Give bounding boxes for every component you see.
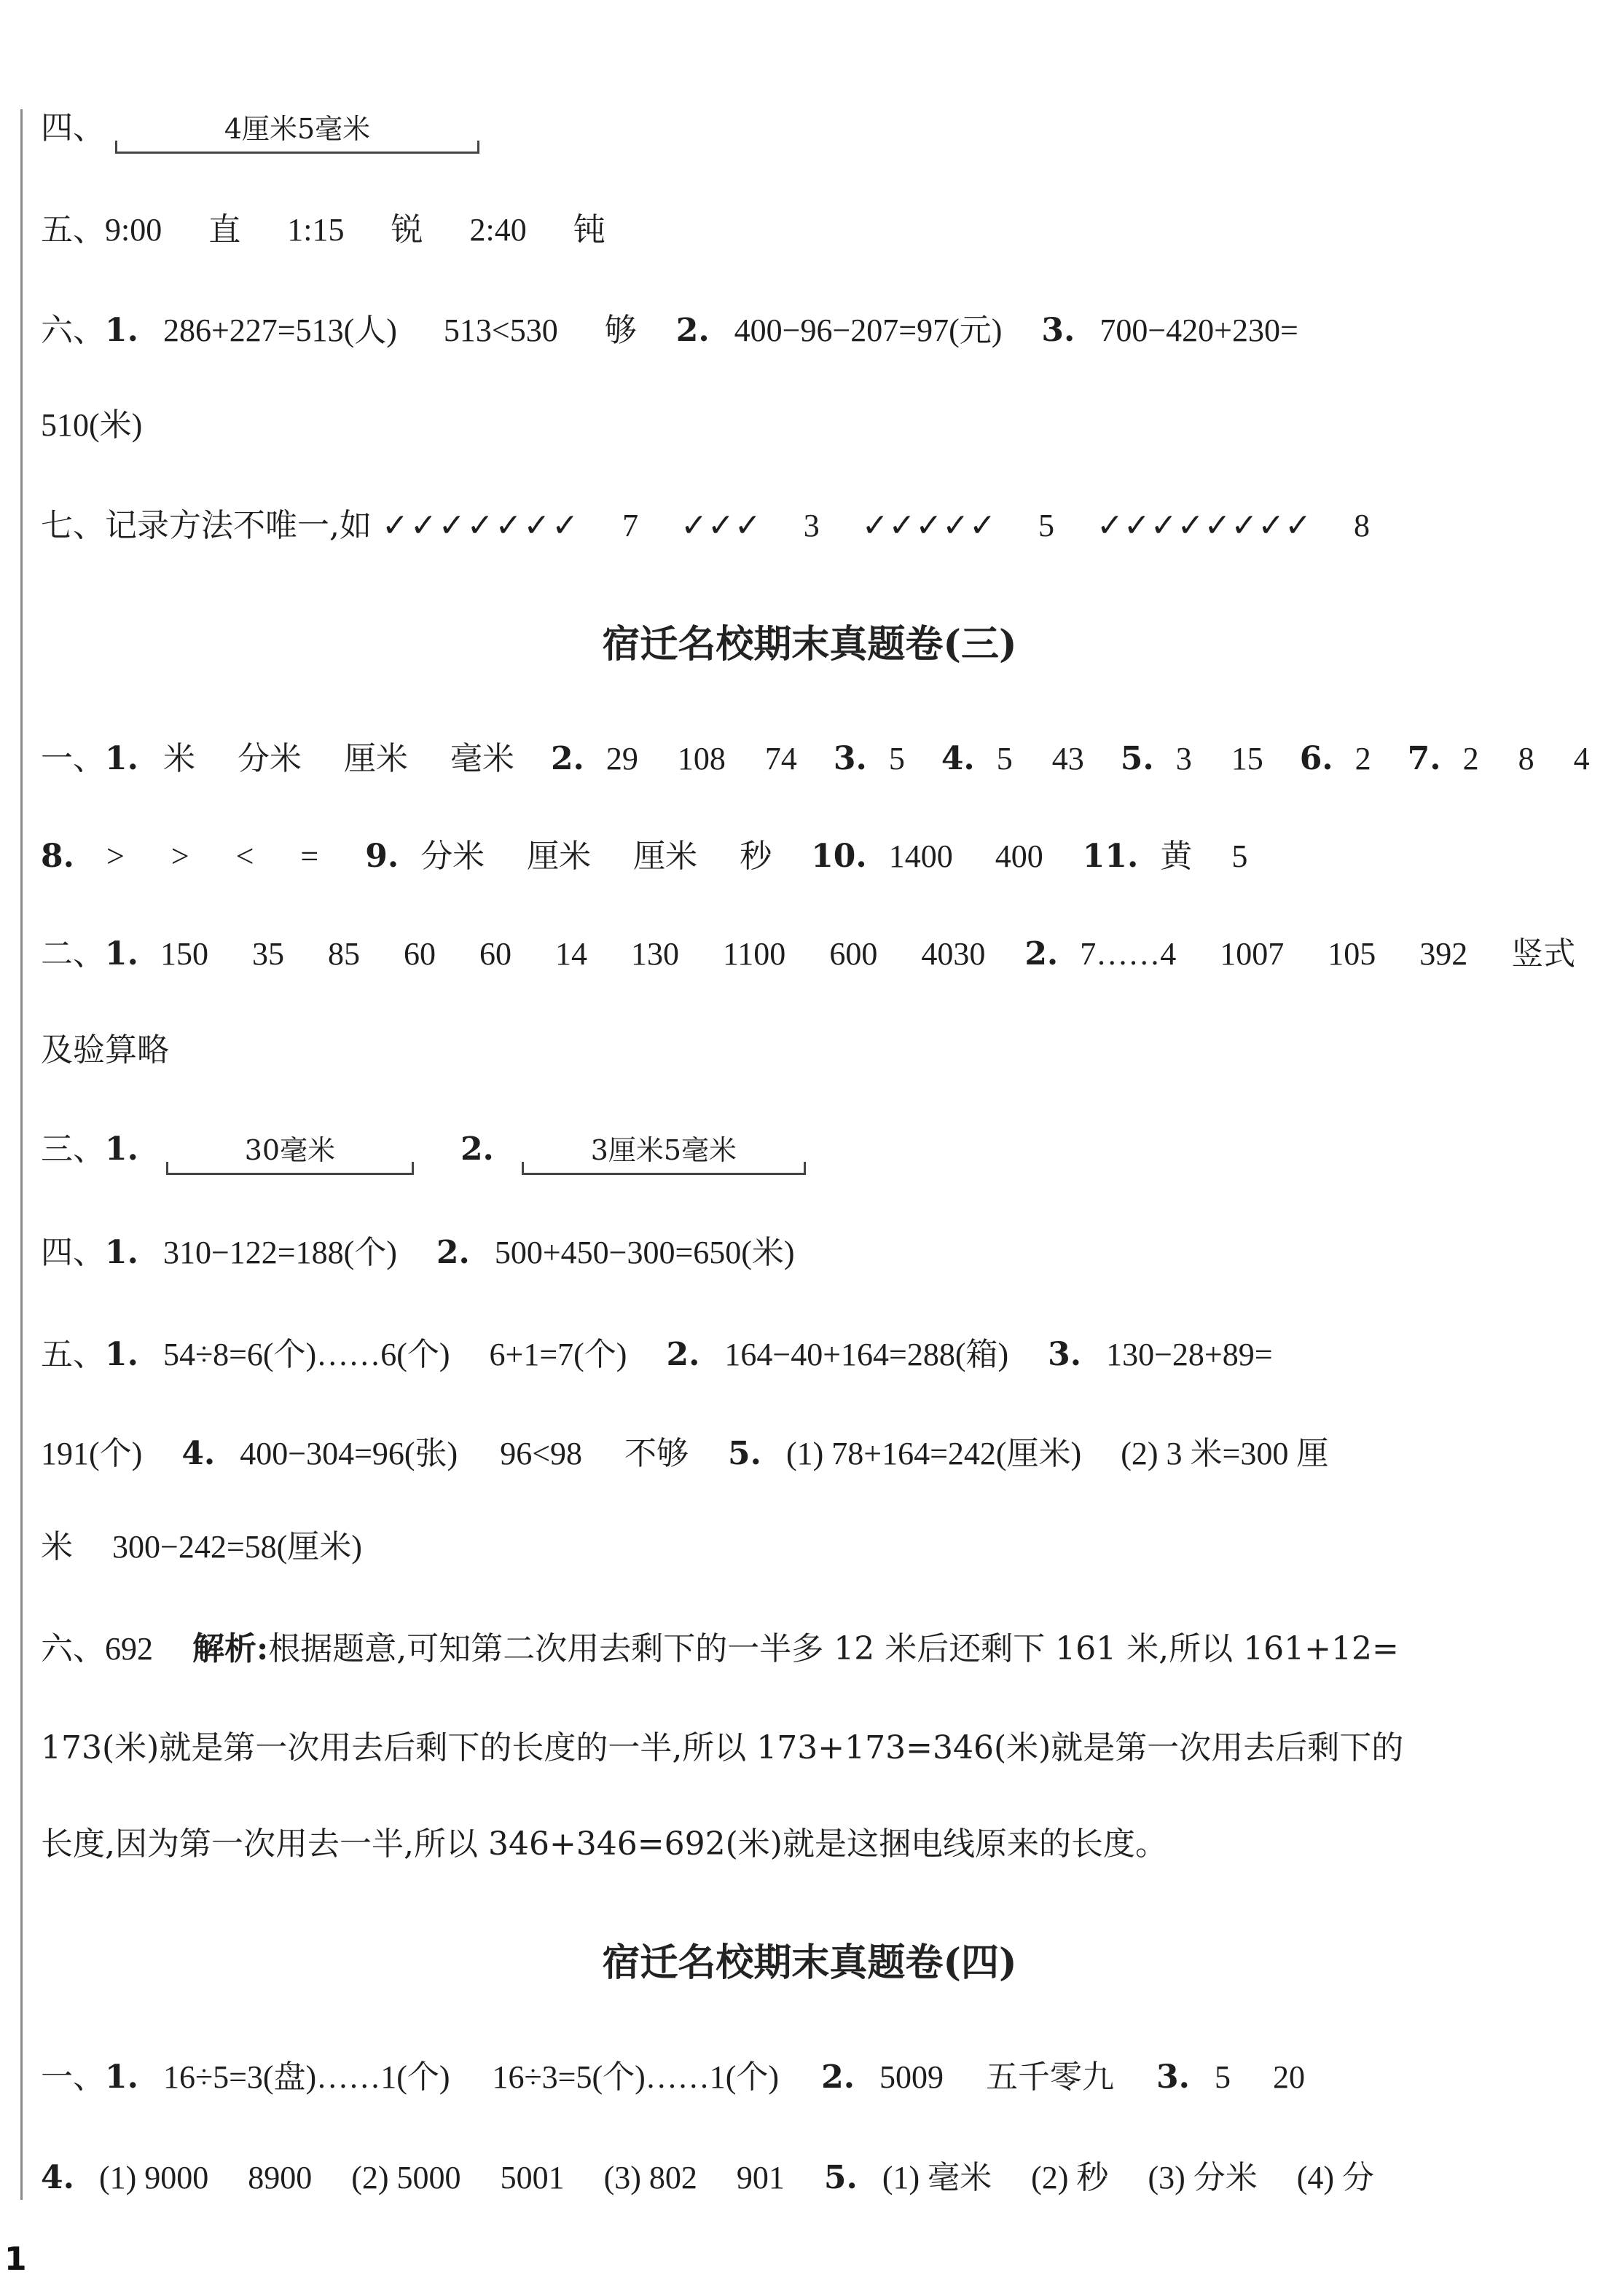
sub-number: 1. <box>105 740 138 777</box>
s3-q2 <box>41 932 1593 976</box>
answer-text: 3厘米5毫米 <box>590 1134 737 1166</box>
answer-item: 毫米 <box>450 740 514 777</box>
answer-item: 及验算略 <box>41 1031 169 1069</box>
analysis-text: 173(米)就是第一次用去后剩下的长度的一半,所以 173+173=346(米)就是第一次用去后剩下的 <box>41 1729 1404 1766</box>
answer-item: 厘米 <box>527 838 592 875</box>
answer-item: 400−304=96(张) <box>240 1436 458 1471</box>
answer-item: 700−420+230= <box>1099 312 1298 348</box>
answer-item: 310−122=188(个) <box>162 1235 397 1270</box>
tally-count: 3 <box>803 508 820 543</box>
answer-item: 60 <box>479 936 511 972</box>
answer-item: 500+450−300=650(米) <box>494 1235 795 1270</box>
answer-text: 30毫米 <box>244 1134 336 1166</box>
sub-number: 10. <box>811 838 867 875</box>
answer-item: 164−40+164=288(箱) <box>724 1337 1009 1372</box>
answer-item: 400 <box>995 838 1043 874</box>
sub-number: 3. <box>1156 2059 1190 2096</box>
sub-number: 5. <box>823 2159 858 2196</box>
answer-item: 85 <box>327 936 360 972</box>
answer-item: 2 <box>1355 741 1371 777</box>
s4-q1 <box>41 2056 1593 2099</box>
sub-number: 2. <box>821 2059 855 2096</box>
answer-text: 4厘米5毫米 <box>224 113 371 145</box>
answer-item: 钝 <box>573 211 605 248</box>
answer-item: 29 <box>605 741 638 777</box>
analysis-text: 根据题意,可知第二次用去剩下的一半多 12 米后还剩下 161 米,所以 161+12= <box>268 1630 1399 1667</box>
tally-count: 5 <box>1038 508 1055 543</box>
answer-item: 60 <box>403 936 436 972</box>
q-number: 四、 <box>41 109 105 146</box>
answer-item: 厘米 <box>343 740 408 777</box>
answer-item: 15 <box>1231 741 1263 777</box>
answer-item: 43 <box>1051 741 1084 777</box>
answer-item: 厘米 <box>633 838 698 875</box>
answer-item: 74 <box>764 741 797 777</box>
page-number: 1 <box>4 2241 27 2278</box>
q-number: 三、 <box>41 1131 105 1168</box>
answer-item: 5001 <box>500 2160 565 2195</box>
s3-q1-cont <box>41 835 1593 878</box>
answer-item: 分米 <box>420 838 485 875</box>
s3-q6 <box>41 1627 1593 1671</box>
q-number: 二、 <box>41 935 105 972</box>
tally-count: 8 <box>1353 508 1370 543</box>
sub-number: 9. <box>365 838 399 875</box>
answer-item: 300−242=58(厘米) <box>112 1529 362 1565</box>
q-number: 六、 <box>41 312 105 349</box>
sub-number: 11. <box>1082 838 1139 875</box>
answer-item: 6+1=7(个) <box>489 1337 627 1372</box>
tally-marks: ✓✓✓✓✓✓✓ <box>382 507 581 544</box>
answer-item: 600 <box>829 936 878 972</box>
answer-item: = <box>300 838 319 874</box>
answer-item: 4 <box>1573 741 1590 777</box>
answer-item: 130 <box>630 936 679 972</box>
answer-item: 8900 <box>248 2160 313 2195</box>
s3-q5 <box>41 1333 1593 1377</box>
answer-item: 400−96−207=97(元) <box>734 312 1003 348</box>
answer-item: 150 <box>160 936 208 972</box>
s3-q1 <box>41 737 1593 781</box>
s3-q6-line2 <box>41 1726 1593 1770</box>
sub-number: 4. <box>41 2159 74 2196</box>
answer-item: (2) 3 米=300 厘 <box>1121 1436 1329 1471</box>
answer-item: 9:00 <box>105 212 162 248</box>
answer-item: (2) 秒 <box>1031 2160 1109 2195</box>
s4-q1-cont <box>41 2156 1593 2200</box>
answer-item: 锐 <box>391 211 423 248</box>
sub-number: 2. <box>675 312 710 349</box>
answer-item: 5009 <box>879 2059 944 2095</box>
answer-item: 2:40 <box>469 212 527 248</box>
answer-item: 4030 <box>921 936 986 972</box>
s3-q4 <box>41 1231 1593 1275</box>
s3-q5-cont <box>41 1432 1593 1476</box>
sub-number: 2. <box>666 1336 700 1373</box>
answer-blank <box>115 107 479 151</box>
answer-item: 105 <box>1328 936 1376 972</box>
answer-item: 513<530 <box>443 312 558 348</box>
sub-number: 2. <box>1024 935 1059 972</box>
answer-item: 米 <box>162 740 195 777</box>
answer-item: (1) 9000 <box>98 2160 209 2195</box>
left-margin-rule <box>20 109 23 2200</box>
q-number: 五、 <box>41 211 105 248</box>
sub-number: 5. <box>1120 740 1154 777</box>
sub-number: 2. <box>550 740 584 777</box>
answer-item: 130−28+89= <box>1106 1337 1273 1372</box>
answer-item: 直 <box>208 211 241 248</box>
prev-q4 <box>41 106 1593 151</box>
prev-q7 <box>41 504 1593 548</box>
answer-item: (3) 802 <box>603 2160 697 2195</box>
answer-item: 不够 <box>624 1435 689 1472</box>
answer-item: 901 <box>736 2160 785 2195</box>
sub-number: 7. <box>1407 740 1441 777</box>
sub-number: 1. <box>105 1336 138 1373</box>
answer-item: 35 <box>251 936 284 972</box>
tally-count: 7 <box>622 508 639 543</box>
answer-item: 秒 <box>740 838 772 875</box>
answer-item: 5 <box>888 741 905 777</box>
answer-item: > <box>170 838 189 874</box>
answer-item: 392 <box>1419 936 1468 972</box>
q-number: 一、 <box>41 2059 105 2096</box>
sub-number: 1. <box>105 312 138 349</box>
s3-q3 <box>41 1128 1593 1172</box>
q-number: 五、 <box>41 1336 105 1373</box>
q-number: 六、 <box>41 1630 105 1667</box>
answer-item: 108 <box>677 741 726 777</box>
s3-q2-cont <box>41 1029 1593 1072</box>
prev-q6 <box>41 309 1593 353</box>
answer-item: (4) 分 <box>1296 2160 1375 2195</box>
answer-item: (1) 78+164=242(厘米) <box>785 1436 1082 1471</box>
answer-item: 够 <box>604 312 637 349</box>
sub-number: 3. <box>1041 312 1075 349</box>
answer-item: 分米 <box>237 740 302 777</box>
sub-number: 6. <box>1299 740 1333 777</box>
sub-number: 1. <box>105 1234 138 1271</box>
sub-number: 3. <box>833 740 867 777</box>
answer-item: 16÷3=5(个)……1(个) <box>492 2059 780 2095</box>
answer-item: (1) 毫米 <box>882 2160 992 2195</box>
answer-item: 20 <box>1272 2059 1305 2095</box>
sub-number: 2. <box>436 1234 470 1271</box>
answer-item: 1100 <box>722 936 786 972</box>
answer-item: 54÷8=6(个)……6(个) <box>162 1337 450 1372</box>
answer-item: 1:15 <box>287 212 345 248</box>
prev-q6-cont <box>41 404 1593 447</box>
answer-item: 5 <box>1231 838 1248 874</box>
answer-item: 16÷5=3(盘)……1(个) <box>162 2059 450 2095</box>
answer-item: > <box>106 838 125 874</box>
answer-item: 191(个) <box>41 1436 143 1471</box>
answer-item: < <box>235 838 254 874</box>
section-title: 宿迁名校期末真题卷(三) <box>602 622 1017 667</box>
analysis-text: 长度,因为第一次用去一半,所以 346+346=692(米)就是这捆电线原来的长度。 <box>41 1825 1167 1863</box>
answer-item: 5 <box>996 741 1013 777</box>
sub-number: 1. <box>105 2059 138 2096</box>
answer-item: 14 <box>554 936 587 972</box>
answer-item: (3) 分米 <box>1148 2160 1258 2195</box>
q-number: 四、 <box>41 1234 105 1271</box>
answer-item: 7……4 <box>1080 936 1177 972</box>
tally-marks: ✓✓✓✓✓✓✓✓ <box>1097 507 1312 544</box>
answer-item: 黄 <box>1160 838 1193 875</box>
sub-number: 3. <box>1048 1336 1082 1373</box>
answer-item: 5 <box>1214 2059 1231 2095</box>
q-number: 一、 <box>41 740 105 777</box>
section-title: 宿迁名校期末真题卷(四) <box>602 1941 1017 1985</box>
answer-item: 五千零九 <box>986 2059 1115 2096</box>
answer-blank <box>522 1128 806 1172</box>
answer-item: 竖式 <box>1511 935 1576 972</box>
answer-item: 1400 <box>888 838 953 874</box>
sub-number: 1. <box>105 935 138 972</box>
sub-number: 1. <box>105 1131 138 1168</box>
sub-number: 4. <box>181 1435 216 1472</box>
answer-item: 96<98 <box>500 1436 583 1471</box>
answer-blank <box>166 1128 414 1172</box>
sub-number: 5. <box>728 1435 761 1472</box>
answer-item: 3 <box>1175 741 1192 777</box>
answer-item: 286+227=513(人) <box>162 312 397 348</box>
answer-item: 510(米) <box>41 407 143 443</box>
answer-item: 2 <box>1462 741 1479 777</box>
answer-item: 8 <box>1518 741 1534 777</box>
sub-number: 8. <box>41 838 74 875</box>
instruction-text: 记录方法不唯一,如 <box>105 507 372 544</box>
s3-q5-cont2 <box>41 1525 1593 1569</box>
sub-number: 4. <box>941 740 975 777</box>
sub-number: 2. <box>460 1131 494 1168</box>
answer-item: 米 <box>41 1528 73 1565</box>
analysis-label: 解析: <box>192 1630 269 1667</box>
answer-item: 692 <box>105 1631 153 1667</box>
answer-item: (2) 5000 <box>351 2160 461 2195</box>
tally-marks: ✓✓✓ <box>681 507 761 544</box>
s3-q6-line3 <box>41 1823 1593 1866</box>
prev-q5 <box>41 208 1593 252</box>
answer-item: 1007 <box>1220 936 1285 972</box>
q-number: 七、 <box>41 507 105 544</box>
tally-marks: ✓✓✓✓✓ <box>861 507 997 544</box>
